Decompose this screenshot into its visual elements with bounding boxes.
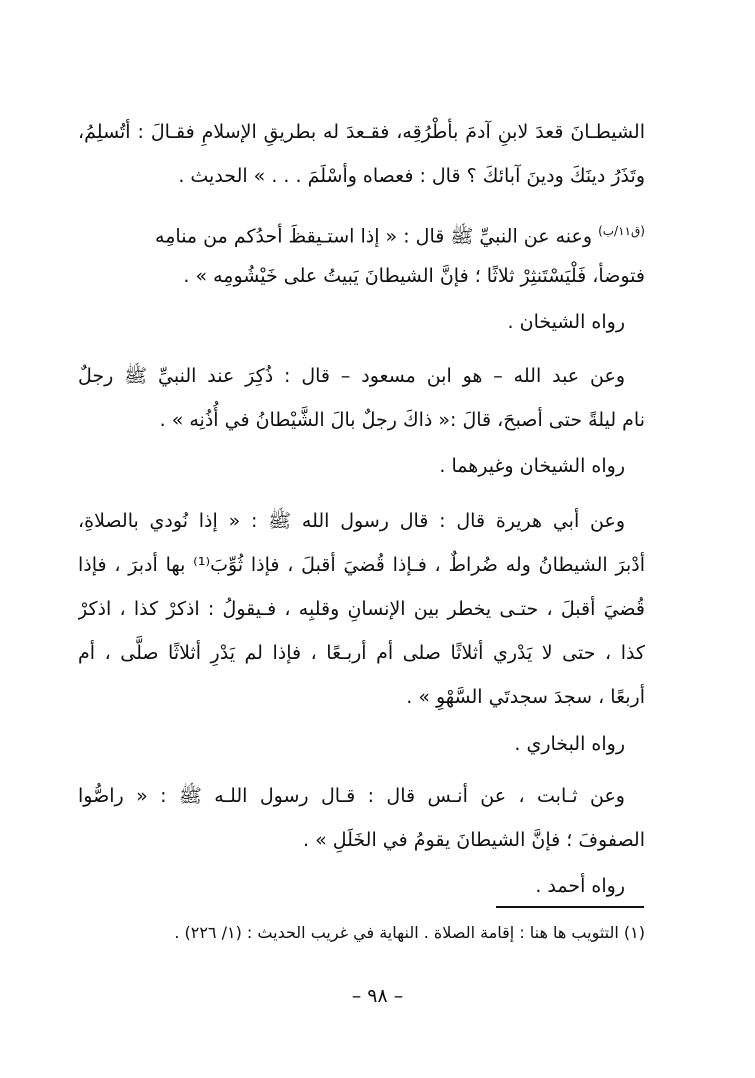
- text-line: وعن عبد الله – هو ابن مسعود – قال : ذُكِرَ عند النبيِّ ﷺ رجلٌ: [78, 365, 625, 387]
- text-line: [80, 211, 645, 251]
- text-line-body: وعنه عن النبيِّ ﷺ قال : « إذا استـيقظَ أحدُكم من منامِه: [155, 225, 593, 248]
- text-line: أدْبرَ الشيطانُ وله ضُراطٌ ، فـإذا قُضيَ أقبلَ ، فإذا ثُوِّبَ⁽¹⁾ بها أدبرَ ، فإذا: [78, 554, 645, 576]
- text-line: قُضيَ أقبلَ ، حتـى يخطر بين الإنسانِ وقلبِه ، فـيقولُ : اذكرْ كذا ، اذكرْ: [78, 598, 645, 620]
- text-line: فتوضأ، فَلْيَسْتَنثِرْ ثلاثًا ؛ فإنَّ الشيطانَ يَبيتُ على خَيْشُومِه » .: [183, 265, 645, 287]
- footnote-rule: [496, 906, 644, 908]
- text-line: كذا ، حتى لا يَدْري أثلاثًا صلى أم أربـعًا ، فإذا لم يَدْرِ أثلاثًا صلَّى ، أم: [78, 642, 645, 664]
- text-line: الشيطـانَ قعدَ لابنِ آدمَ بأطْرُقِه، فقـعدَ له بطريقِ الإسلامِ فقـالَ : أتُسلِمُ،: [78, 121, 645, 143]
- tradition-line: رواه أحمد .: [535, 875, 625, 897]
- text-line: وعن أبي هريرة قال : قال رسول الله ﷺ : « إذا نُودي بالصلاةِ،: [78, 510, 625, 532]
- footnote: (١) التثويب ها هنا : إقامة الصلاة . النهاية في غريب الحديث : (١/ ٢٢٦) .: [174, 923, 645, 942]
- margin-note: (ق١١/ب): [598, 224, 645, 238]
- text-line: نام ليلةً حتى أصبحَ، قالَ :« ذاكَ رجلٌ بالَ الشَّيْطانُ في أُذُنِه » .: [159, 409, 645, 431]
- tradition-line: رواه الشيخان .: [507, 311, 625, 333]
- page-number: – ٩٨ –: [351, 985, 404, 1007]
- tradition-line: رواه الشيخان وغيرهما .: [439, 455, 625, 477]
- tradition-line: رواه البخاري .: [514, 733, 625, 755]
- text-line: وتَذَرُ دينَكَ ودينَ آبائكَ ؟ قال : فعصاه وأسْلَمَ . . . » الحديث .: [178, 165, 645, 187]
- text-line: الصفوفَ ؛ فإنَّ الشيطانَ يقومُ في الخَلَلِ » .: [303, 829, 645, 851]
- text-line: أربعًا ، سجدَ سجدتَي السَّهْوِ » .: [406, 686, 645, 708]
- text-line: وعن ثـابت ، عن أنـس قال : قـال رسول اللـه ﷺ : « راصُّوا: [78, 785, 625, 807]
